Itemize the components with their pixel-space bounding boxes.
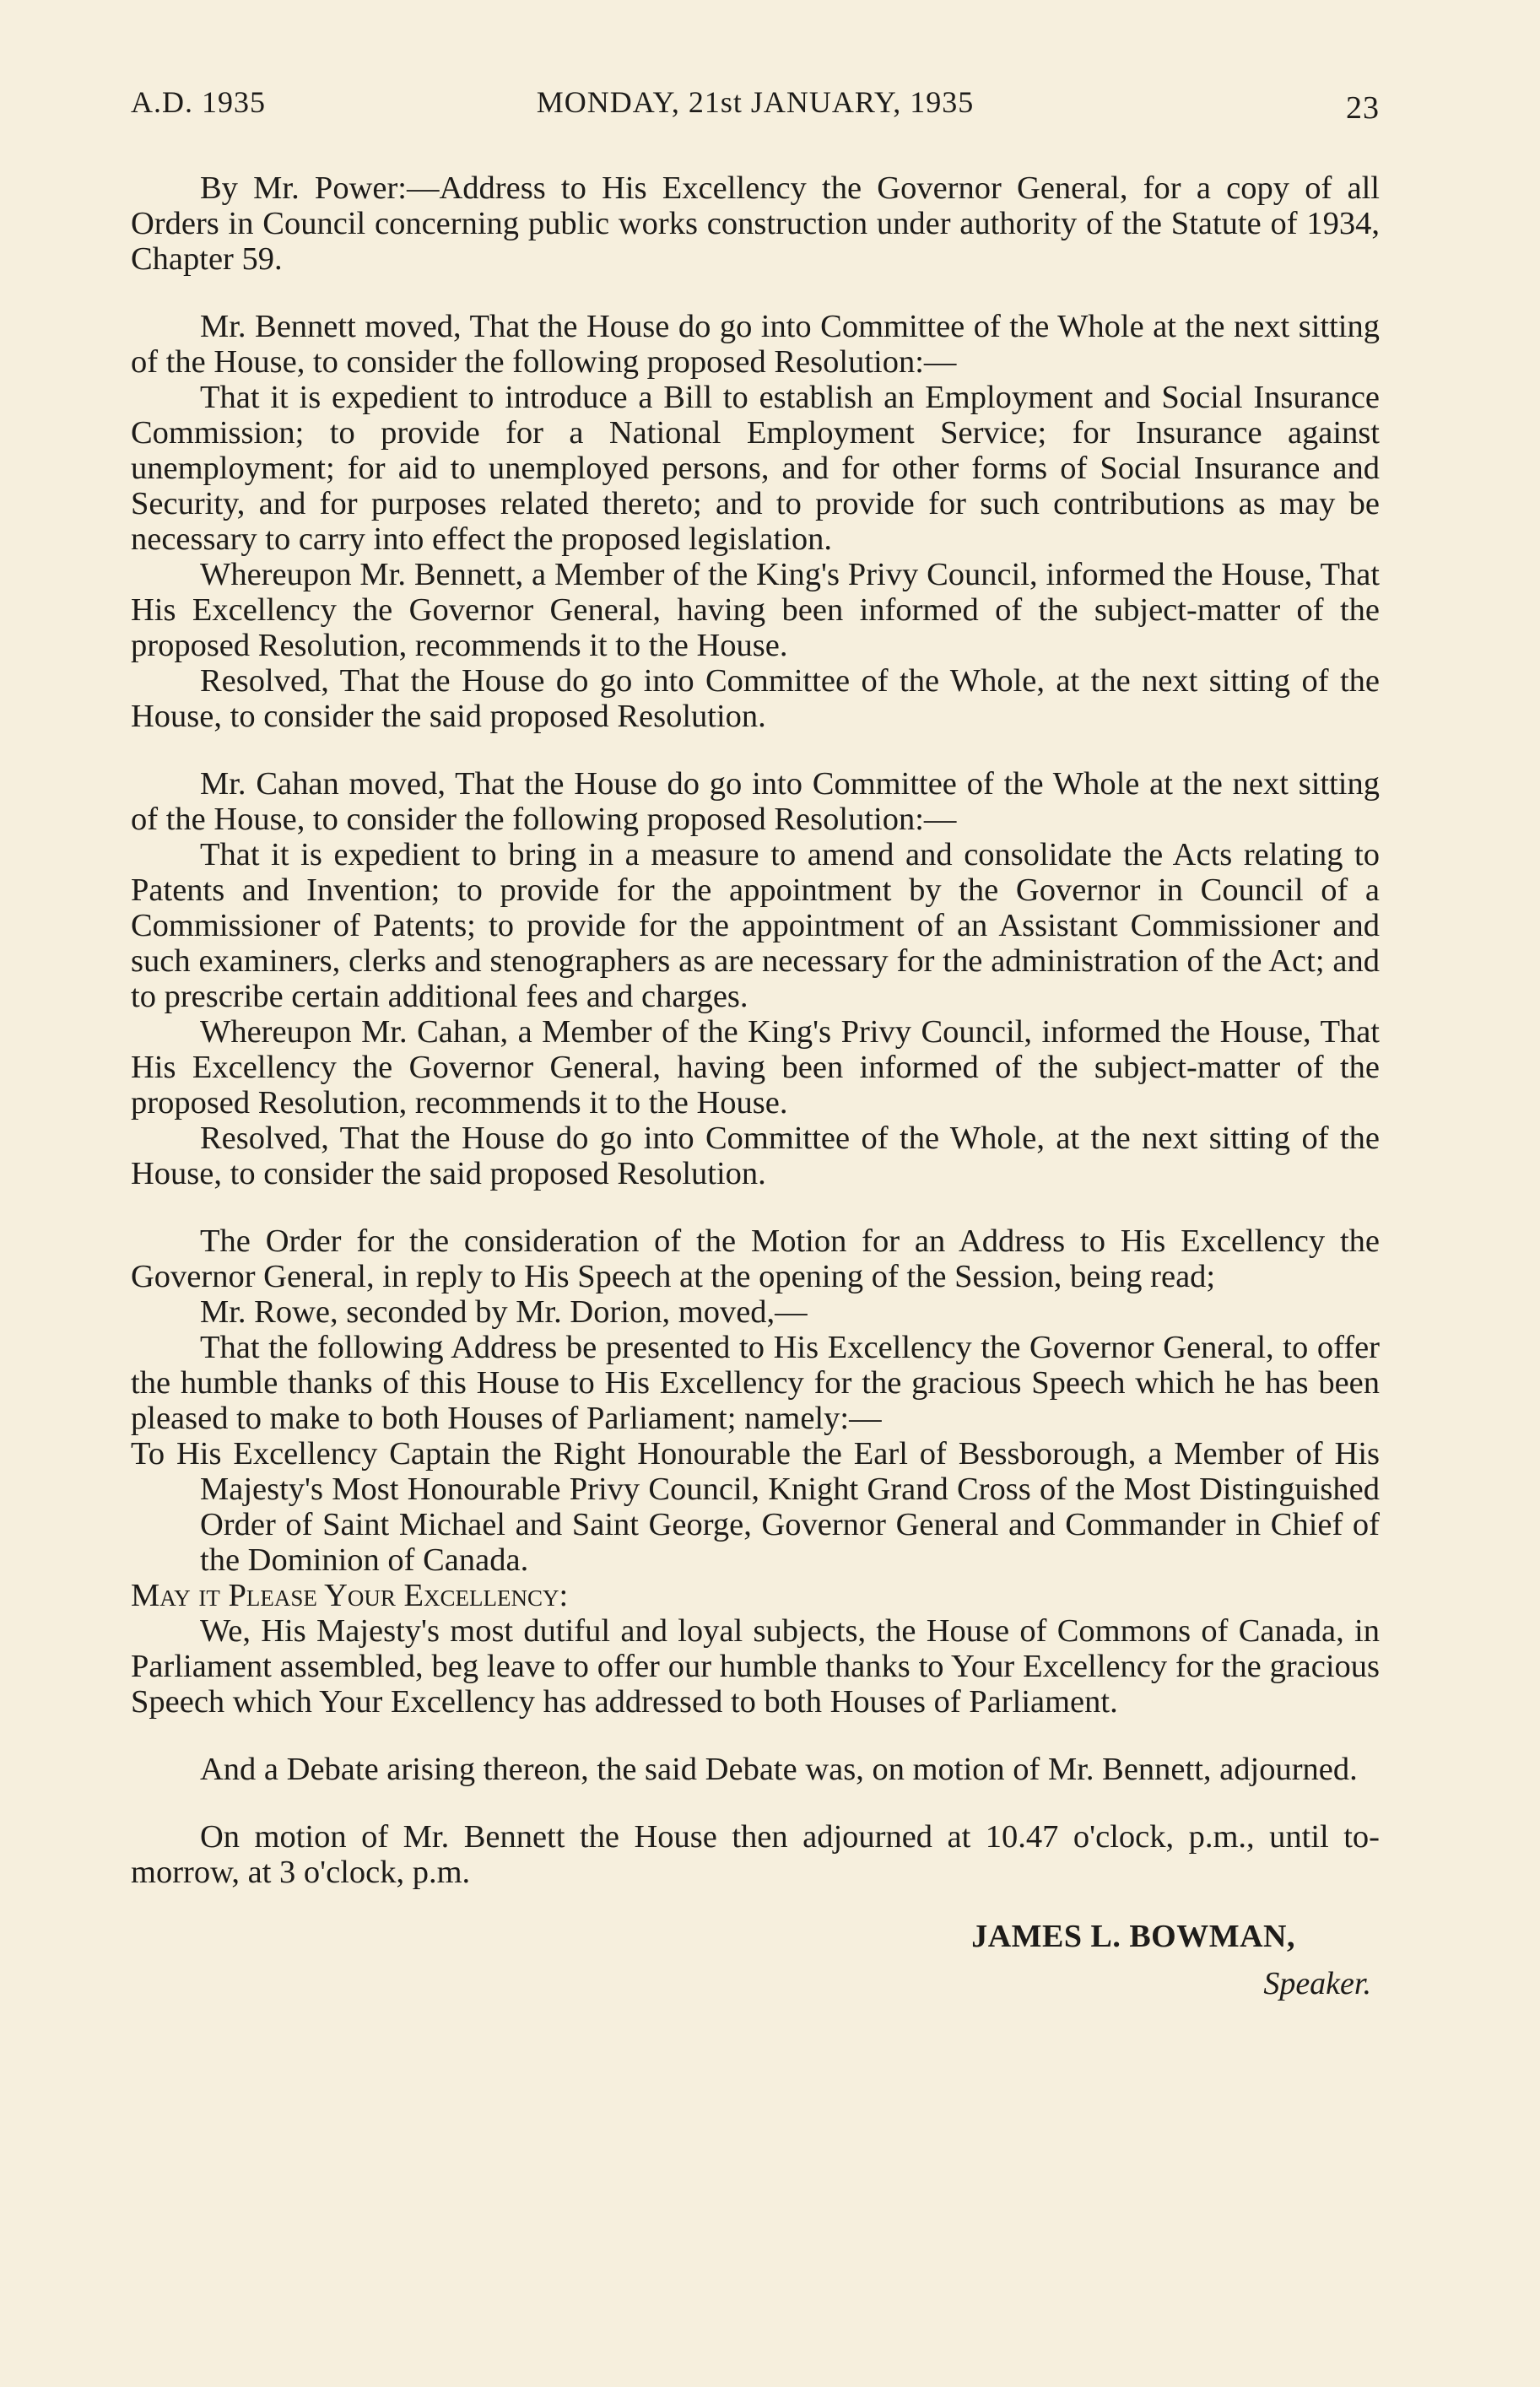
- paragraph-bennett-resolution: That it is expedient to introduce a Bill to establish an Employment and Social Insurance Commission; to provide for a National Employment Service; for Insurance against unemployment; for aid to unemployed persons, and for other forms of Social Insurance and Security, and for purposes related thereto; and to provide for such contributions as may be necessary to carry into effect the proposed legislation.: [131, 380, 1380, 557]
- speaker-title: Speaker.: [1263, 1966, 1371, 2001]
- speaker-name: JAMES L. BOWMAN,: [971, 1919, 1295, 1954]
- paragraph-cahan-whereupon: Whereupon Mr. Cahan, a Member of the King's Privy Council, informed the House, That His Excellency the Governor General, having been informed of the subject-matter of the proposed Resolution, recommends it to the House.: [131, 1014, 1380, 1121]
- paragraph-address-presented: That the following Address be presented to His Excellency the Governor General, to offer the humble thanks of this House to His Excellency for the gracious Speech which he has been pleased to make to both Houses of Parliament; namely:—: [131, 1330, 1380, 1436]
- header-date: MONDAY, 21st JANUARY, 1935: [536, 85, 975, 119]
- paragraph-cahan-resolution: That it is expedient to bring in a measure to amend and consolidate the Acts relating to Patents and Invention; to provide for the appointment by the Governor in Council of a Commissioner of Patents; to provide for the appointment of an Assistant Commissioner and such examiners, clerks and stenographers as are necessary for the administration of the Act; and to prescribe certain additional fees and charges.: [131, 837, 1380, 1014]
- journal-body: [131, 170, 1380, 2001]
- paragraph-bennett-motion: Mr. Bennett moved, That the House do go into Committee of the Whole at the next sitting of the House, to consider the following proposed Resolution:—: [131, 309, 1380, 380]
- paragraph-power-address: By Mr. Power:—Address to His Excellency the Governor General, for a copy of all Orders in Council concerning public works construction under authority of the Statute of 1934, Chapter 59.: [131, 170, 1380, 277]
- paragraph-debate-adjourned: And a Debate arising thereon, the said Debate was, on motion of Mr. Bennett, adjourned.: [200, 1752, 1358, 1787]
- salutation: May it Please Your Excellency:: [131, 1578, 569, 1613]
- paragraph-cahan-resolved: Resolved, That the House do go into Committee of the Whole, at the next sitting of the House, to consider the said proposed Resolution.: [131, 1121, 1380, 1191]
- paragraph-loyal-subjects: We, His Majesty's most dutiful and loyal subjects, the House of Commons of Canada, in Parliament assembled, beg leave to offer our humble thanks to Your Excellency for the gracious Speech which Your Excellency has addressed to both Houses of Parliament.: [131, 1613, 1380, 1720]
- page-header: [131, 84, 1380, 135]
- page-number: 23: [1346, 90, 1380, 126]
- header-year: A.D. 1935: [131, 85, 266, 119]
- paragraph-bennett-resolved: Resolved, That the House do go into Committee of the Whole, at the next sitting of the House, to consider the said proposed Resolution.: [131, 663, 1380, 734]
- paragraph-order-address: The Order for the consideration of the Motion for an Address to His Excellency the Governor General, in reply to His Speech at the opening of the Session, being read;: [131, 1223, 1380, 1294]
- paragraph-rowe-moved: Mr. Rowe, seconded by Mr. Dorion, moved,—: [200, 1294, 808, 1330]
- paragraph-house-adjourned: On motion of Mr. Bennett the House then adjourned at 10.47 o'clock, p.m., until to-morrow, at 3 o'clock, p.m.: [131, 1819, 1380, 1890]
- paragraph-to-his-excellency: To His Excellency Captain the Right Honourable the Earl of Bessborough, a Member of His Majesty's Most Honourable Privy Council, Knight Grand Cross of the Most Distinguished Order of Saint Michael and Saint George, Governor General and Commander in Chief of the Dominion of Canada.: [131, 1436, 1380, 1578]
- paragraph-bennett-whereupon: Whereupon Mr. Bennett, a Member of the King's Privy Council, informed the House, That His Excellency the Governor General, having been informed of the subject-matter of the proposed Resolution, recommends it to the House.: [131, 557, 1380, 663]
- paragraph-cahan-motion: Mr. Cahan moved, That the House do go into Committee of the Whole at the next sitting of the House, to consider the following proposed Resolution:—: [131, 766, 1380, 837]
